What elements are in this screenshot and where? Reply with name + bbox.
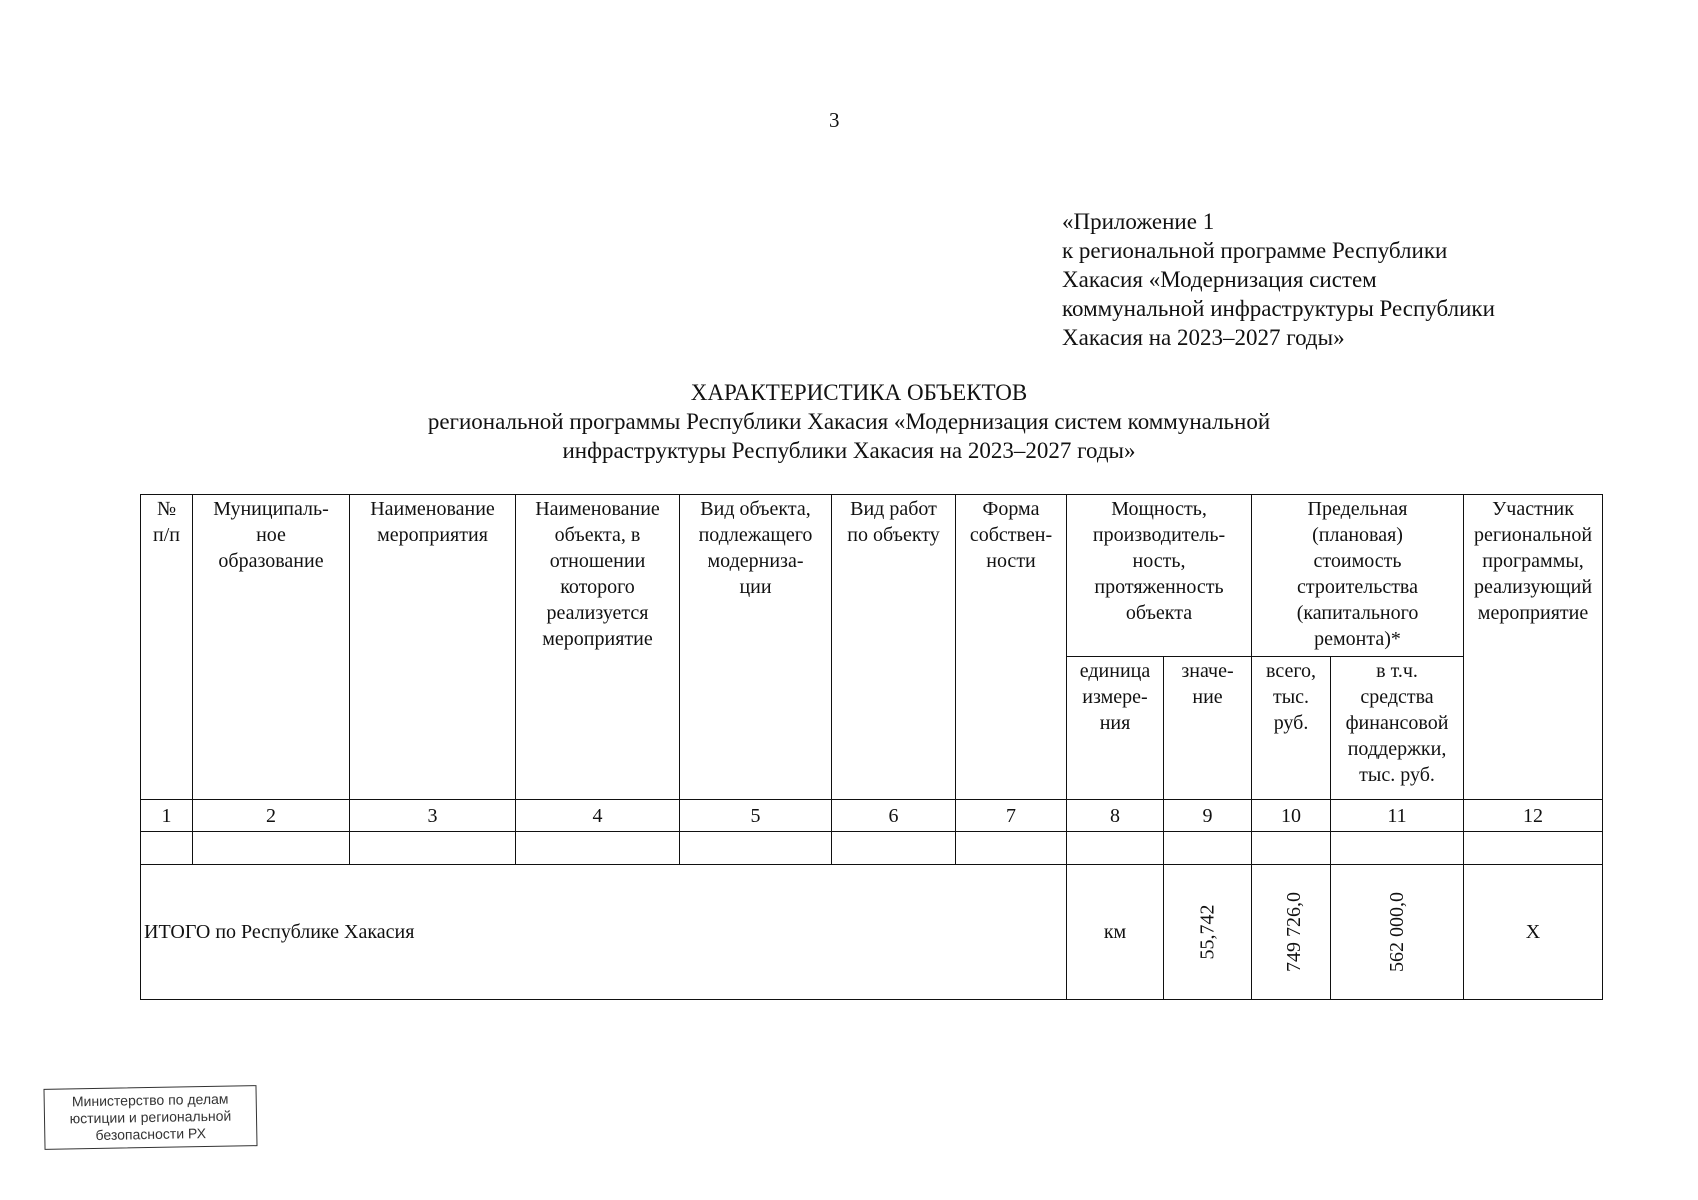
empty-cell [1252, 832, 1331, 865]
total-participant: X [1464, 865, 1603, 1000]
empty-cell [832, 832, 956, 865]
header-object-type: Вид объекта, подлежащего модерниза- ции [680, 495, 832, 800]
column-number: 2 [193, 800, 350, 832]
header-number: № п/п [141, 495, 193, 800]
title-subtitle-line: инфраструктуры Республики Хакасия на 2023–2027 годы» [562, 438, 1136, 463]
appendix-line: «Приложение 1 [1062, 209, 1215, 234]
column-number: 12 [1464, 800, 1603, 832]
empty-cell [1331, 832, 1464, 865]
empty-row [141, 832, 1603, 865]
appendix-line: к региональной программе Республики [1062, 238, 1448, 263]
header-municipality: Муниципаль- ное образование [193, 495, 350, 800]
column-number: 6 [832, 800, 956, 832]
header-total-cost: всего, тыс. руб. [1252, 657, 1331, 800]
empty-cell [193, 832, 350, 865]
title-main: ХАРАКТЕРИСТИКА ОБЪЕКТОВ [690, 380, 1028, 405]
column-number: 5 [680, 800, 832, 832]
empty-cell [141, 832, 193, 865]
column-number: 3 [350, 800, 516, 832]
header-cost: Предельная (плановая) стоимость строительства (капитального ремонта)* [1252, 495, 1464, 657]
column-number: 1 [141, 800, 193, 832]
header-value: значе- ние [1164, 657, 1252, 800]
appendix-note [1062, 207, 1495, 352]
column-number: 10 [1252, 800, 1331, 832]
appendix-line: коммунальной инфраструктуры Республики [1062, 296, 1495, 321]
total-row [141, 865, 1603, 1000]
stamp-line: безопасности РХ [95, 1125, 207, 1143]
total-support: 562 000,0 [1386, 892, 1409, 972]
header-measure-name: Наименование мероприятия [350, 495, 516, 800]
column-number-row [141, 800, 1603, 832]
page-number: 3 [829, 108, 840, 132]
title-subtitle-line: региональной программы Республики Хакасия «Модернизация систем коммунальной [427, 409, 1271, 434]
total-label: ИТОГО по Республике Хакасия [141, 865, 1067, 1000]
empty-cell [1464, 832, 1603, 865]
appendix-line: Хакасия на 2023–2027 годы» [1062, 325, 1345, 350]
column-number: 7 [956, 800, 1067, 832]
total-unit: км [1067, 865, 1164, 1000]
column-number: 8 [1067, 800, 1164, 832]
empty-cell [956, 832, 1067, 865]
header-unit: единица измере- ния [1067, 657, 1164, 800]
empty-cell [680, 832, 832, 865]
header-participant: Участник региональной программы, реализующий мероприятие [1464, 495, 1603, 800]
document-title [0, 378, 1698, 465]
stamp-line: юстиции и региональной [69, 1107, 232, 1127]
total-cost-cell [1252, 865, 1331, 1000]
header-row [141, 495, 1603, 657]
empty-cell [516, 832, 680, 865]
total-support-cell [1331, 865, 1464, 1000]
header-object-name: Наименование объекта, в отношении которого реализуется мероприятие [516, 495, 680, 800]
total-cost: 749 726,0 [1283, 892, 1306, 972]
total-value: 55,742 [1196, 904, 1219, 960]
empty-cell [1164, 832, 1252, 865]
header-ownership: Форма собствен- ности [956, 495, 1067, 800]
empty-cell [350, 832, 516, 865]
column-number: 9 [1164, 800, 1252, 832]
header-capacity: Мощность, производитель- ность, протяженность объекта [1067, 495, 1252, 657]
ministry-stamp [43, 1085, 257, 1150]
column-number: 11 [1331, 800, 1464, 832]
objects-table [140, 494, 1603, 1000]
appendix-line: Хакасия «Модернизация систем [1062, 267, 1377, 292]
header-work-type: Вид работ по объекту [832, 495, 956, 800]
header-support: в т.ч. средства финансовой поддержки, тыс. руб. [1331, 657, 1464, 800]
column-number: 4 [516, 800, 680, 832]
empty-cell [1067, 832, 1164, 865]
stamp-line: Министерство по делам [71, 1090, 229, 1110]
total-value-cell [1164, 865, 1252, 1000]
